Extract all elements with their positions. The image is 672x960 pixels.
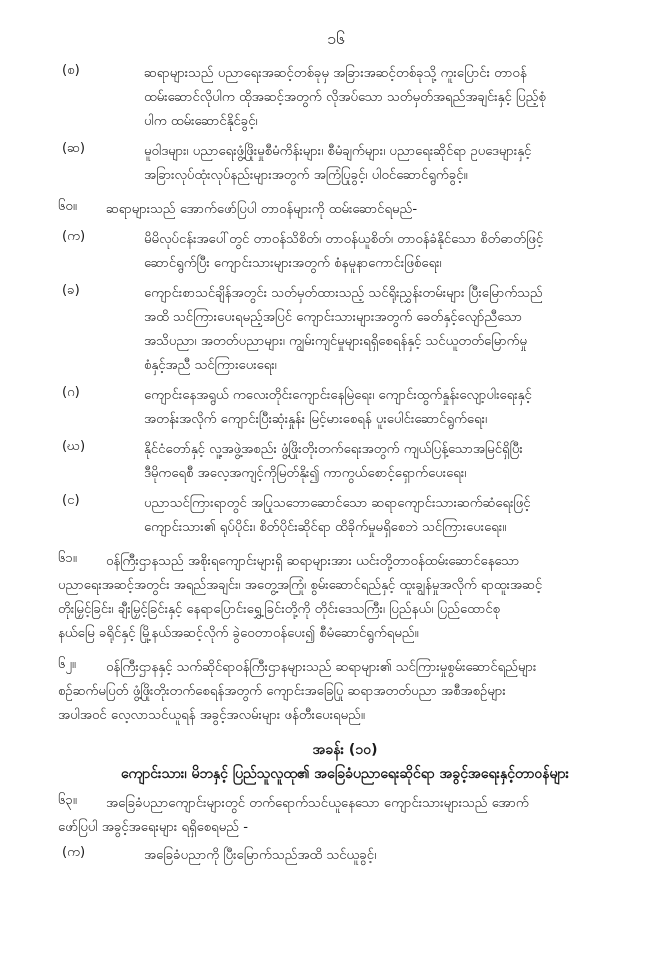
clause-hsa bbox=[0, 140, 632, 188]
text-line: ဝန်ကြီးဌာနသည် အစိုးရကျောင်းများရှိ ဆရာများအား ယင်းတို့တာဝန်ထမ်းဆောင်နေသော bbox=[106, 554, 520, 569]
text-line: ဆောင်ရွက်ပြီး ကျောင်းသားများအတွက် စံနမူနာကောင်းဖြစ်ရေး၊ bbox=[144, 256, 442, 271]
section-number: ၆၂။ bbox=[58, 657, 76, 672]
text-line: ကျောင်းနေအရွယ် ကလေးတိုင်းကျောင်းနေမြဲရေး၊ ကျောင်းထွက်နှုန်းလျော့ပါးရေးနှင့် bbox=[144, 388, 532, 403]
section-61-continuation bbox=[58, 574, 632, 646]
section-61 bbox=[58, 550, 632, 574]
clause-label: (င) bbox=[62, 493, 80, 508]
clause-gha bbox=[0, 438, 632, 486]
clause-nga bbox=[0, 492, 632, 540]
text-line: ဝန်ကြီးဌာနနှင့် သက်ဆိုင်ရာဝန်ကြီးဌာနများသည် ဆရာများ၏ သင်ကြားမှုစွမ်းဆောင်ရည်များ bbox=[106, 660, 537, 675]
clause-label: (စ) bbox=[62, 63, 80, 78]
clause-label: (ခ) bbox=[62, 283, 80, 298]
text-line: ကျောင်းစာသင်ချိန်အတွင်း သတ်မှတ်ထားသည့် သင်ရိုးညွှန်းတမ်းများ ပြီးမြောက်သည် bbox=[144, 286, 543, 301]
text-line: အခြားလုပ်ထုံးလုပ်နည်းများအတွက် အကြံပြုခွင့်၊ ပါဝင်ဆောင်ရွက်ခွင့်။ bbox=[144, 168, 468, 183]
section-lead: ဆရာများသည် အောက်ဖော်ပြပါ တာဝန်များကို ထမ်းဆောင်ရမည်- bbox=[106, 202, 418, 217]
section-number: ၆၃။ bbox=[58, 793, 77, 808]
section-number: ၆၀။ bbox=[58, 199, 77, 214]
text-line: ပညာသင်ကြားရာတွင် အပြုသဘောဆောင်သော ဆရာကျောင်းသားဆက်ဆံရေးဖြင့် bbox=[144, 496, 531, 511]
section-62-continuation bbox=[58, 680, 632, 728]
section-63-continuation bbox=[58, 816, 632, 840]
section-62 bbox=[58, 656, 632, 680]
text-line: ထမ်းဆောင်လိုပါက ထိုအဆင့်အတွက် လိုအပ်သော သတ်မှတ်အရည်အချင်းနှင့် ပြည့်စုံ bbox=[144, 90, 546, 105]
text-line: အထိ သင်ကြားပေးရမည့်အပြင် ကျောင်းသားများအတွက် ခေတ်နှင့်လျော်ညီသော bbox=[144, 310, 523, 325]
clause-label: (ဂ) bbox=[62, 385, 80, 400]
clause-label: (က) bbox=[62, 229, 86, 244]
clause-ka bbox=[0, 228, 632, 276]
text-line: တိုးမြှင့်ခြင်း၊ ချီးမြှင့်ခြင်းနှင့် နေရာပြောင်းရွှေ့ခြင်းတို့ကို တိုင်းဒေသကြီး၊ ပြည်နယ်၊ ပြည်ထောင်စု bbox=[58, 602, 501, 617]
section-60 bbox=[58, 198, 632, 222]
chapter-title: အခန်း (၁၀) bbox=[312, 742, 378, 758]
text-line: နိုင်ငံတော်နှင့် လူ့အဖွဲ့အစည်း ဖွံ့ဖြိုးတိုးတက်ရေးအတွက် ကျယ်ပြန့်သောအမြင်ရှိပြီး bbox=[144, 442, 523, 457]
text-line: အပါအဝင် လေ့လာသင်ယူရန် အခွင့်အလမ်းများ ဖန်တီးပေးရမည်။ bbox=[58, 708, 365, 723]
text-line: အသိပညာ၊ အတတ်ပညာများ၊ ကျွမ်းကျင်မှုများရရှိစေရန်နှင့် သင်ယူတတ်မြောက်မှု bbox=[144, 334, 528, 349]
text-line: ကျောင်းသား၏ ရုပ်ပိုင်း၊ စိတ်ပိုင်းဆိုင်ရာ ထိခိုက်မှုမရှိစေဘဲ သင်ကြားပေးရေး။ bbox=[144, 520, 507, 535]
section-number: ၆၁။ bbox=[58, 551, 77, 566]
page-number: ၁၆ bbox=[327, 29, 345, 48]
chapter-subtitle: ကျောင်းသား၊ မိဘနှင့် ပြည်သူလူထု၏ အခြေခံပညာရေးဆိုင်ရာ အခွင့်အရေးနှင့်တာဝန်များ bbox=[120, 766, 570, 782]
clause-sa bbox=[0, 62, 632, 134]
text-line: နယ်မြေ ခရိုင်နှင့် မြို့နယ်အဆင့်လိုက် ခွဲဝေတာဝန်ပေး၍ စီမံဆောင်ရွက်ရမည်။ bbox=[58, 626, 419, 641]
text-line: ဒီမိုကရေစီ အလေ့အကျင့်ကိုမြတ်နိုး၍ ကာကွယ်စောင့်ရှောက်ပေးရေး၊ bbox=[144, 466, 467, 481]
clause-ga bbox=[0, 384, 632, 432]
text-line: စံနှင့်အညီ သင်ကြားပေးရေး၊ bbox=[144, 358, 277, 373]
clause-label: (ဃ) bbox=[62, 439, 86, 454]
text-line: ဆရာများသည် ပညာရေးအဆင့်တစ်ခုမှ အခြားအဆင့်တစ်ခုသို့ ကူးပြောင်း တာဝန် bbox=[144, 66, 527, 81]
clause-ka bbox=[0, 844, 632, 868]
clause-kha bbox=[0, 282, 632, 378]
page-content bbox=[58, 62, 632, 874]
text-line: ဖော်ပြပါ အခွင့်အရေးများ ရရှိစေရမည် - bbox=[58, 820, 248, 835]
text-line: ပညာရေးအဆင့်အတွင်း အရည်အချင်း၊ အတွေ့အကြုံ၊ စွမ်းဆောင်ရည်နှင့် ထူးချွန်မှုအလိုက် ရာထူးအဆင့် bbox=[58, 578, 543, 593]
text-line: ပါက ထမ်းဆောင်နိုင်ခွင့်၊ bbox=[144, 114, 258, 129]
text-line: အတန်းအလိုက် ကျောင်းပြီးဆုံးနှုန်း မြင့်မားစေရန် ပူးပေါင်းဆောင်ရွက်ရေး၊ bbox=[144, 412, 488, 427]
text-line: အခြေခံပညာကျောင်းများတွင် တက်ရောက်သင်ယူနေသော ကျောင်းသားများသည် အောက် bbox=[106, 796, 529, 811]
text-line: စဉ်ဆက်မပြတ် ဖွံ့ဖြိုးတိုးတက်စေရန်အတွက် ကျောင်းအခြေပြု ဆရာအတတ်ပညာ အစီအစဉ်များ bbox=[58, 684, 506, 699]
clause-label: (ဆ) bbox=[62, 141, 86, 156]
text-line: မူဝါဒများ၊ ပညာရေးဖွံ့ဖြိုးမှုစီမံကိန်းများ၊ စီမံချက်များ၊ ပညာရေးဆိုင်ရာ ဥပဒေများနှင့် bbox=[144, 144, 532, 159]
section-63 bbox=[58, 792, 632, 816]
clause-label: (က) bbox=[62, 845, 86, 860]
text-line: မိမိလုပ်ငန်းအပေါ်တွင် တာဝန်သိစိတ်၊ တာဝန်ယူစိတ်၊ တာဝန်ခံနိုင်သော စိတ်ဓာတ်ဖြင့် bbox=[144, 232, 544, 247]
text-line: အခြေခံပညာကို ပြီးမြောက်သည်အထိ သင်ယူခွင့်၊ bbox=[144, 848, 377, 863]
